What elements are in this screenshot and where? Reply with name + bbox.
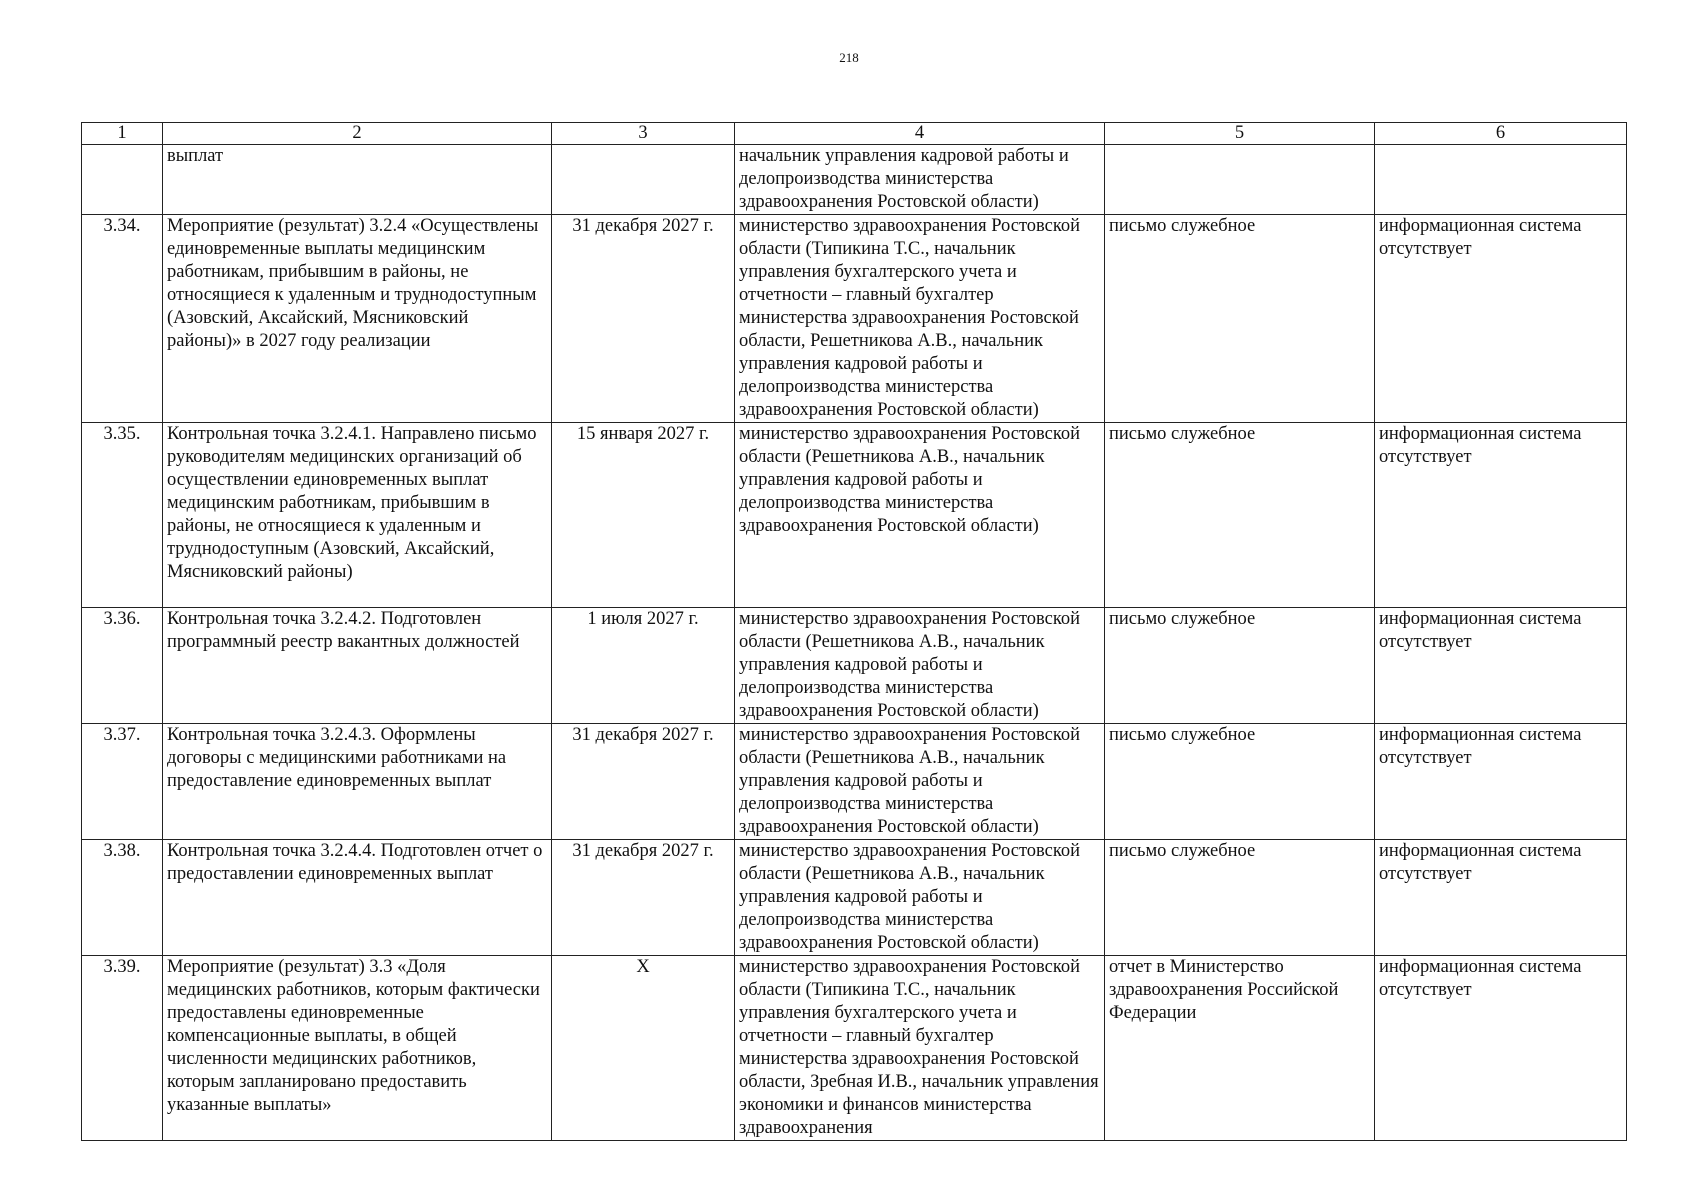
row-responsible: министерство здравоохранения Ростовской области (Типикина Т.С., начальник управления бухгалтерского учета и отчетности – главный бухгалтер министерства здравоохранения Ростовской области, Решетникова А.В., начальник управления кадровой работы и делопроизводства министерства здравоохранения Ростовской области) (735, 215, 1105, 423)
row-document (1105, 145, 1375, 215)
row-system: информационная система отсутствует (1375, 423, 1627, 608)
column-header-6: 6 (1375, 123, 1627, 145)
row-responsible: министерство здравоохранения Ростовской области (Решетникова А.В., начальник управления кадровой работы и делопроизводства министерства здравоохранения Ростовской области) (735, 423, 1105, 608)
column-header-1: 1 (82, 123, 163, 145)
row-number: 3.34. (82, 215, 163, 423)
table-row (82, 145, 1627, 215)
row-name: выплат (163, 145, 552, 215)
row-responsible: министерство здравоохранения Ростовской области (Решетникова А.В., начальник управления кадровой работы и делопроизводства министерства здравоохранения Ростовской области) (735, 608, 1105, 724)
row-system: информационная система отсутствует (1375, 724, 1627, 840)
table-row (82, 423, 1627, 608)
row-date: 31 декабря 2027 г. (552, 724, 735, 840)
row-responsible: министерство здравоохранения Ростовской области (Решетникова А.В., начальник управления кадровой работы и делопроизводства министерства здравоохранения Ростовской области) (735, 840, 1105, 956)
table-row (82, 608, 1627, 724)
row-name: Контрольная точка 3.2.4.4. Подготовлен отчет о предоставлении единовременных выплат (163, 840, 552, 956)
row-document: письмо служебное (1105, 608, 1375, 724)
row-date: Х (552, 956, 735, 1141)
row-document: письмо служебное (1105, 840, 1375, 956)
row-date: 31 декабря 2027 г. (552, 840, 735, 956)
row-system: информационная система отсутствует (1375, 608, 1627, 724)
page-number: 218 (839, 50, 859, 65)
row-number: 3.37. (82, 724, 163, 840)
row-name: Мероприятие (результат) 3.3 «Доля медицинских работников, которым фактически предоставлены единовременные компенсационные выплаты, в общей численности медицинских работников, которым запланировано предоставить указанные выплаты» (163, 956, 552, 1141)
row-date: 31 декабря 2027 г. (552, 215, 735, 423)
row-number: 3.38. (82, 840, 163, 956)
table-row (82, 215, 1627, 423)
row-name: Мероприятие (результат) 3.2.4 «Осуществлены единовременные выплаты медицинским работникам, прибывшим в районы, не относящиеся к удаленным и труднодоступным (Азовский, Аксайский, Мясниковский районы)» в 2027 году реализации (163, 215, 552, 423)
row-name: Контрольная точка 3.2.4.1. Направлено письмо руководителям медицинских организаций об осуществлении единовременных выплат медицинским работникам, прибывшим в районы, не относящиеся к удаленным и труднодоступным (Азовский, Аксайский, Мясниковский районы) (163, 423, 552, 608)
plan-table (81, 122, 1627, 1141)
column-number-row (82, 123, 1627, 145)
row-document: письмо служебное (1105, 423, 1375, 608)
row-date: 1 июля 2027 г. (552, 608, 735, 724)
table-row (82, 840, 1627, 956)
row-date (552, 145, 735, 215)
row-system: информационная система отсутствует (1375, 215, 1627, 423)
row-document: письмо служебное (1105, 724, 1375, 840)
row-name: Контрольная точка 3.2.4.2. Подготовлен программный реестр вакантных должностей (163, 608, 552, 724)
table-row (82, 956, 1627, 1141)
row-responsible: начальник управления кадровой работы и делопроизводства министерства здравоохранения Ростовской области) (735, 145, 1105, 215)
table-row (82, 724, 1627, 840)
row-name: Контрольная точка 3.2.4.3. Оформлены договоры с медицинскими работниками на предоставление единовременных выплат (163, 724, 552, 840)
row-system (1375, 145, 1627, 215)
row-document: отчет в Министерство здравоохранения Российской Федерации (1105, 956, 1375, 1141)
column-header-3: 3 (552, 123, 735, 145)
column-header-2: 2 (163, 123, 552, 145)
row-responsible: министерство здравоохранения Ростовской области (Решетникова А.В., начальник управления кадровой работы и делопроизводства министерства здравоохранения Ростовской области) (735, 724, 1105, 840)
column-header-4: 4 (735, 123, 1105, 145)
row-date: 15 января 2027 г. (552, 423, 735, 608)
row-system: информационная система отсутствует (1375, 956, 1627, 1141)
row-responsible: министерство здравоохранения Ростовской области (Типикина Т.С., начальник управления бухгалтерского учета и отчетности – главный бухгалтер министерства здравоохранения Ростовской области, Зребная И.В., начальник управления экономики и финансов министерства здравоохранения (735, 956, 1105, 1141)
row-number: 3.35. (82, 423, 163, 608)
row-number: 3.39. (82, 956, 163, 1141)
column-header-5: 5 (1105, 123, 1375, 145)
row-number (82, 145, 163, 215)
row-document: письмо служебное (1105, 215, 1375, 423)
row-number: 3.36. (82, 608, 163, 724)
row-system: информационная система отсутствует (1375, 840, 1627, 956)
